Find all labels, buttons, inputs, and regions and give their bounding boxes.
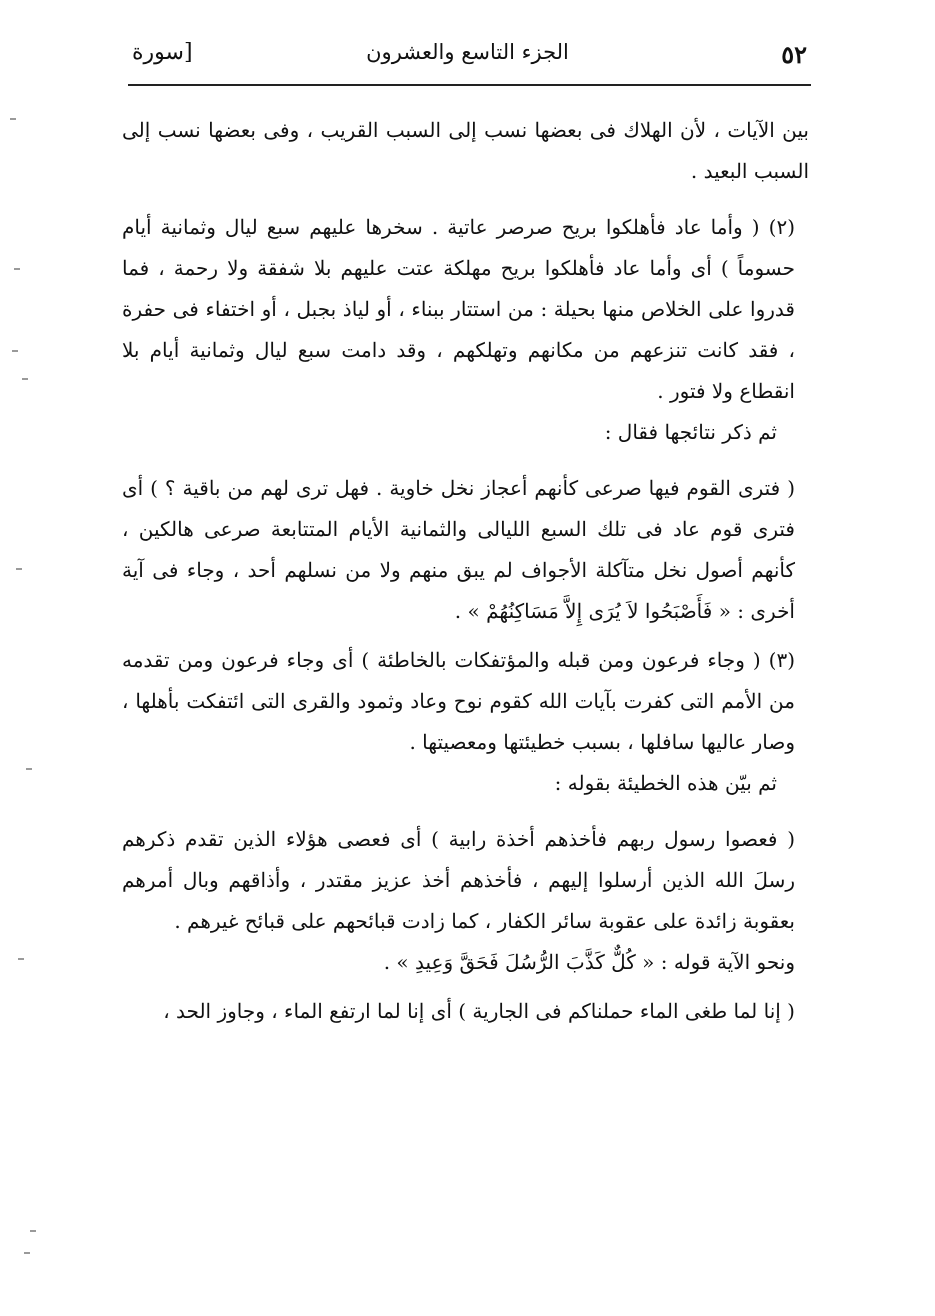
scan-speck [22,378,28,380]
paragraph-gap [122,192,809,207]
scan-margin-specks [0,0,60,1316]
paragraph-gap [122,453,809,468]
surah-label: [سورة [132,40,193,65]
paragraph-inna-lamma-tagha: ( إنا لما طغى الماء حملناكم فى الجارية ) أى إنا لما ارتفع الماء ، وجاوز الحد ، [163,999,795,1023]
scan-speck [18,958,24,960]
header-divider [128,84,811,86]
paragraph-thumma-dhakara: ثم ذكر نتائجها فقال : [604,420,777,444]
paragraph-gap [122,983,809,991]
scan-speck [16,568,22,570]
scan-speck [10,118,16,120]
scan-speck [12,350,18,352]
running-title: الجزء التاسع والعشرون [366,40,569,64]
page-header [128,34,807,82]
paragraph-gap [122,804,809,819]
scan-speck [30,1230,36,1232]
paragraph-verse-2-aad: (٢) ( وأما عاد فأهلكوا بريح صرصر عاتية . سخرها عليهم سبع ليال وثمانية أيام حسوماً ) أى وأما عاد فأهلكوا بريح مهلكة عتت عليهم بلا شفقة ولا رحمة ، فما قدروا على الخلاص منها بحيلة : من استتار ببناء ، أو لياذ بجبل ، أو اختفاء فى حفرة ، فقد كانت تنزعهم من مكانهم وتهلكهم ، وقد دامت سبع ليال وثمانية أيام بلا انقطاع ولا فتور . [122,215,795,403]
paragraph-verse-3-firawn: (٣) ( وجاء فرعون ومن قبله والمؤتفكات بالخاطئة ) أى وجاء فرعون ومن تقدمه من الأمم التى كفرت بآيات الله كقوم نوح وعاد وثمود والقرى التى ائتفكت بأهلها ، وصار عاليها سافلها ، بسبب خطيئتها ومعصيتها . [122,648,795,754]
paragraph-thumma-bayyana: ثم بيّن هذه الخطيئة بقوله : [554,771,777,795]
paragraph-nahwa-al-aya: ونحو الآية قوله : « كُلٌّ كَذَّبَ الرُّسُلَ فَحَقَّ وَعِيدِ » . [383,950,795,974]
scan-speck [24,1252,30,1254]
scan-speck [14,268,20,270]
page-number: ٥٢ [781,40,807,69]
scan-speck [26,768,32,770]
paragraph-bayn-al-ayat: بين الآيات ، لأن الهلاك فى بعضها نسب إلى السبب القريب ، وفى بعضها نسب إلى السبب البعيد . [122,118,809,183]
page-body [122,110,809,1032]
paragraph-fatara-al-qawm: ( فترى القوم فيها صرعى كأنهم أعجاز نخل خاوية . فهل ترى لهم من باقية ؟ ) أى فترى قوم عاد فى تلك السبع الليالى والثمانية الأيام المتتابعة صرعى هالكين ، كأنهم أصول نخل متآكلة الأجواف لم يبق منهم ولا من نسلهم أحد ، وجاء فى آية أخرى : « فَأَصْبَحُوا لاَ يُرَى إِلاَّ مَسَاكِنُهُمْ » . [122,476,795,623]
paragraph-gap [122,632,809,640]
paragraph-fa-asaw: ( فعصوا رسول ربهم فأخذهم أخذة رابية ) أى فعصى هؤلاء الذين تقدم ذكرهم رسلَ الله الذين أرسلوا إليهم ، فأخذهم أخذ عزيز مقتدر ، وأذاقهم وبال أمرهم بعقوبة زائدة على عقوبة سائر الكفار ، كما زادت قبائحهم على قبائح غيرهم . [122,827,795,933]
